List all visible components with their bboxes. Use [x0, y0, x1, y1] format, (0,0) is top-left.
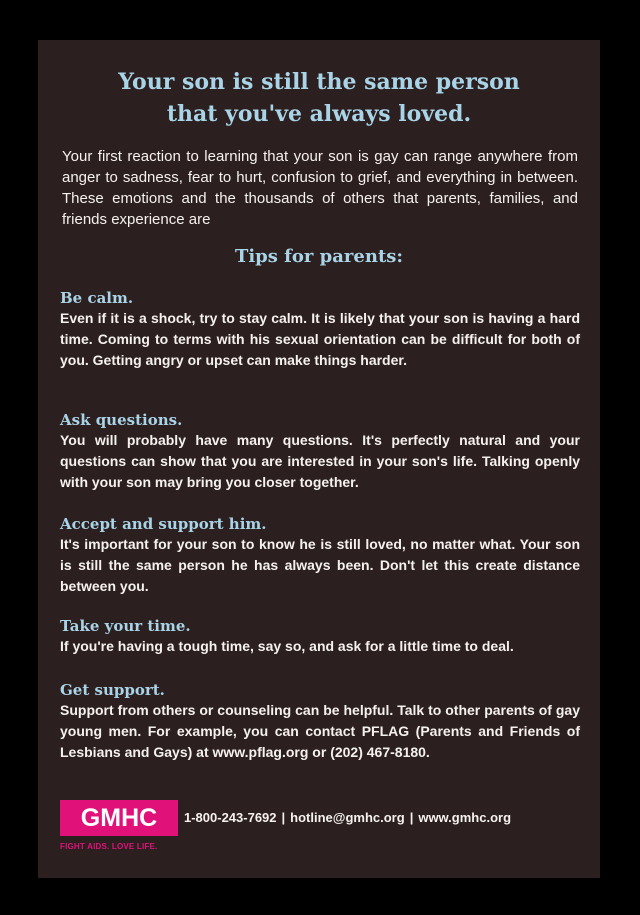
headline: [38, 66, 600, 130]
tips-title: Tips for parents:: [234, 246, 404, 267]
footer: [60, 800, 580, 860]
hotline-phone[interactable]: 1-800-243-7692: [184, 810, 277, 825]
tip-body: If you're having a tough time, say so, and ask for a little time to deal.: [60, 638, 514, 654]
separator: |: [409, 810, 414, 825]
tip-be-calm: [60, 288, 580, 371]
tip-body: You will probably have many questions. It's perfectly natural and your questions can show that you are interested in your son's life. Talking openly with your son may bring you closer together.: [60, 432, 580, 490]
logo-tagline: FIGHT AIDS. LOVE LIFE.: [60, 842, 158, 851]
tip-get-support: [60, 680, 580, 763]
tip-body: It's important for your son to know he is still loved, no matter what. Your son is still the same person he has always been. Don't let this create distance between you.: [60, 536, 580, 594]
tip-heading: Accept and support him.: [60, 515, 267, 533]
tip-heading: Be calm.: [60, 289, 134, 307]
tip-heading: Get support.: [60, 681, 165, 699]
contact-line: [184, 810, 511, 825]
headline-line-1: Your son is still the same person: [118, 69, 520, 95]
pamphlet-card: [38, 40, 600, 878]
tip-heading: Ask questions.: [60, 411, 183, 429]
tip-body: Even if it is a shock, try to stay calm. It is likely that your son is having a hard time. Coming to terms with his sexual orientation can be difficult for both of you. Getting angry or upset can make things harder.: [60, 310, 580, 368]
tip-accept-support: [60, 514, 580, 597]
tip-ask-questions: [60, 410, 580, 493]
hotline-email[interactable]: hotline@gmhc.org: [290, 810, 405, 825]
website-link[interactable]: www.gmhc.org: [418, 810, 512, 825]
tip-body: Support from others or counseling can be helpful. Talk to other parents of gay young men. For example, you can contact PFLAG (Parents and Friends of Lesbians and Gays) at www.pflag.org or (202) 467-8180.: [60, 702, 580, 760]
tip-take-time: [60, 616, 580, 657]
separator: |: [281, 810, 286, 825]
headline-line-2: that you've always loved.: [166, 101, 472, 127]
gmhc-logo: GMHC: [60, 800, 178, 836]
tip-heading: Take your time.: [60, 617, 191, 635]
intro-paragraph: Your first reaction to learning that your son is gay can range anywhere from anger to sadness, fear to hurt, confusion to grief, and everything in between. These emotions and the thousands of others that parents, families, and friends experience are: [62, 148, 578, 228]
